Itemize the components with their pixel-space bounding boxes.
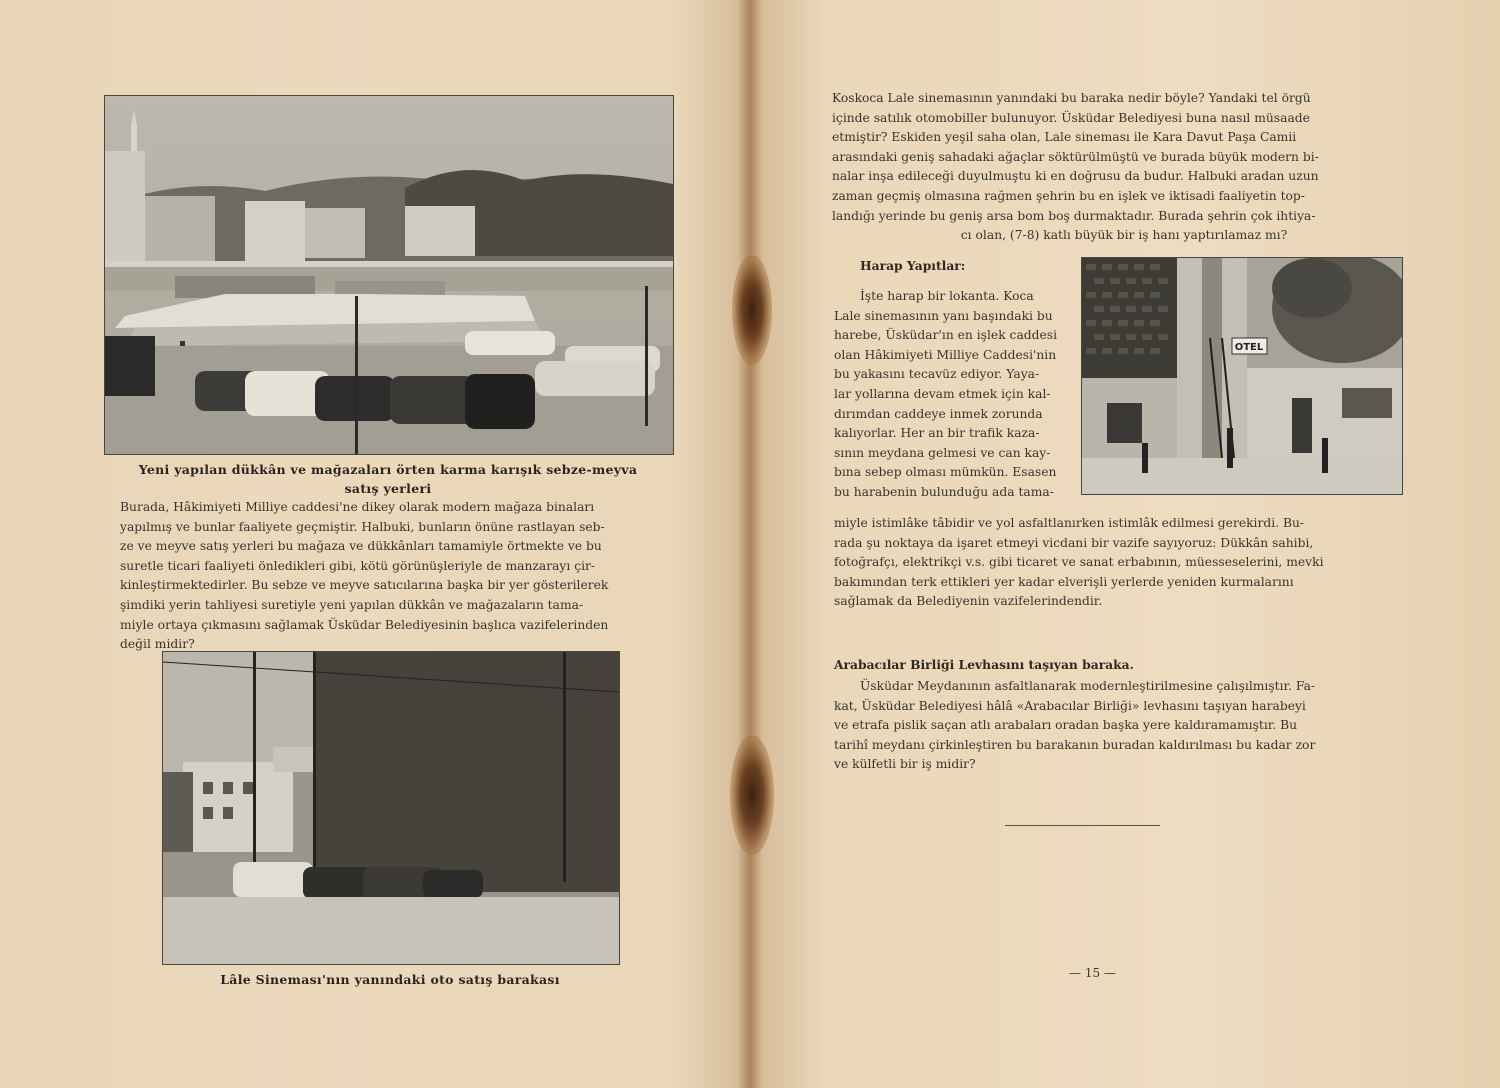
market-photo-caption	[104, 460, 672, 498]
text-line: miyle istimlâke tâbidir ve yol asfaltlanırken istimlâk edilmesi gerekirdi. Bu-	[834, 516, 1305, 530]
text-line: fotoğrafçı, elektrikçi v.s. gibi ticaret ve sanat erbabının, müesseselerini, mevki	[834, 555, 1324, 570]
text-line: ve etrafa pislik saçan atlı arabaları oradan başka yere kaldıramamıştır. Bu	[834, 718, 1298, 733]
page-number: — 15 —	[1069, 966, 1116, 980]
text-line: bakımından terk ettikleri yer kadar elverişli yerlerde yeniden kurmalarını	[834, 574, 1294, 589]
market-photo-caption-line2: satış yerleri	[344, 481, 432, 496]
text-line: rada şu noktaya da işaret etmeyi vicdani bir vazife sayıyoruz: Dükkân sahibi,	[834, 535, 1314, 550]
binding-stain-bottom	[730, 735, 774, 855]
text-line: ze ve meyve satış yerleri bu mağaza ve dükkânları tamamiyle örtmekte ve bu	[120, 539, 602, 554]
text-line: landığı yerinde bu geniş arsa bom boş durmaktadır. Burada şehrin çok ihtiya-	[832, 208, 1316, 223]
text-line: zaman geçmiş olmasına rağmen şehrin bu en işlek ve iktisadi faaliyetin top-	[832, 188, 1305, 203]
right-page	[750, 0, 1500, 1088]
text-line: kalıyorlar. Her an bir trafik kaza-	[834, 426, 1040, 441]
text-line: olan Hâkimiyeti Milliye Caddesi'nin	[834, 347, 1057, 362]
text-line: Burada, Hâkimiyeti Milliye caddesi'ne dikey olarak modern mağaza binaları	[120, 500, 595, 514]
text-line: arasındaki geniş sahadaki ağaçlar söktürülmüştü ve burada büyük modern bi-	[832, 149, 1319, 164]
text-line: dırımdan caddeye inmek zorunda	[834, 406, 1043, 421]
binding-stain-top	[732, 255, 772, 365]
text-line: suretle ticari faaliyeti önledikleri gibi, kötü görünüşleriyle de manzarayı çir-	[120, 558, 596, 573]
text-line: tarihî meydanı çirkinleştiren bu barakanın buradan kaldırılması bu kadar zor	[834, 737, 1316, 752]
text-line: nalar inşa edileceği duyulmuştu ki en doğrusu da budur. Halbuki aradan uzun	[832, 169, 1319, 184]
text-line: İşte harap bir lokanta. Koca	[860, 289, 1034, 303]
text-line: harebe, Üsküdar'ın en işlek caddesi	[834, 328, 1058, 343]
book-gutter	[738, 0, 762, 1088]
car-shed-photo	[162, 651, 620, 965]
car-shed-photo-illustration	[163, 652, 619, 964]
text-line: içinde satılık otomobiller bulunuyor. Üsküdar Belediyesi buna nasıl müsaade	[832, 110, 1310, 125]
right-paragraph-2-narrow	[834, 287, 1073, 503]
right-paragraph-2-wide	[834, 514, 1418, 612]
ruined-restaurant-photo	[1081, 257, 1403, 495]
market-photo-illustration	[105, 96, 673, 454]
harap-yapitlar-heading: Harap Yapıtlar:	[860, 258, 966, 273]
text-line: şimdiki yerin tahliyesi suretiyle yeni yapılan dükkân ve mağazaların tama-	[120, 597, 584, 612]
market-photo	[104, 95, 674, 455]
right-paragraph-1	[832, 89, 1416, 246]
section-divider	[1005, 825, 1160, 826]
text-line: sağlamak da Belediyenin vazifelerindendir.	[834, 594, 1103, 609]
text-line: bına sebep olması mümkün. Esasen	[834, 465, 1057, 480]
left-paragraph	[120, 498, 658, 655]
text-line: kat, Üsküdar Belediyesi hâlâ «Arabacılar Birliği» levhasını taşıyan harabeyi	[834, 698, 1306, 713]
text-line: lar yollarına devam etmek için kal-	[834, 386, 1051, 401]
text-line: Üsküdar Meydanının asfaltlanarak modernleştirilmesine çalışılmıştır. Fa-	[860, 679, 1316, 693]
text-line: değil midir?	[120, 637, 195, 652]
otel-sign-text: OTEL	[1234, 342, 1264, 353]
arabacilar-heading: Arabacılar Birliği Levhasını taşıyan baraka.	[834, 657, 1134, 672]
text-line: ve külfetli bir iş midir?	[834, 757, 976, 772]
ruined-restaurant-photo-illustration	[1082, 258, 1402, 494]
right-paragraph-3	[834, 677, 1418, 775]
text-line: cı olan, (7-8) katlı büyük bir iş hanı yaptırılamaz mı?	[960, 228, 1288, 243]
text-line: bu yakasını tecavüz ediyor. Yaya-	[834, 367, 1040, 382]
text-line: bu harabenin bulunduğu ada tama-	[834, 484, 1054, 499]
text-line: sının meydana gelmesi ve can kay-	[834, 445, 1051, 460]
text-line: kinleştirmektedirler. Bu sebze ve meyve satıcılarına başka bir yer gösterilerek	[120, 578, 609, 593]
text-line: Lale sinemasının yanı başındaki bu	[834, 308, 1053, 323]
text-line: yapılmış ve bunlar faaliyete geçmiştir. Halbuki, bunların önüne rastlayan seb-	[120, 519, 605, 534]
market-photo-caption-line1: Yeni yapılan dükkân ve mağazaları örten karma karışık sebze-meyva	[138, 462, 638, 477]
car-shed-photo-caption: Lâle Sineması'nın yanındaki oto satış barakası	[220, 972, 560, 987]
text-line: miyle ortaya çıkmasını sağlamak Üsküdar Belediyesinin başlıca vazifelerinden	[120, 617, 609, 632]
text-line: Koskoca Lale sinemasının yanındaki bu baraka nedir böyle? Yandaki tel örgü	[832, 91, 1311, 105]
text-line: etmiştir? Eskiden yeşil saha olan, Lale sineması ile Kara Davut Paşa Camii	[832, 130, 1297, 145]
